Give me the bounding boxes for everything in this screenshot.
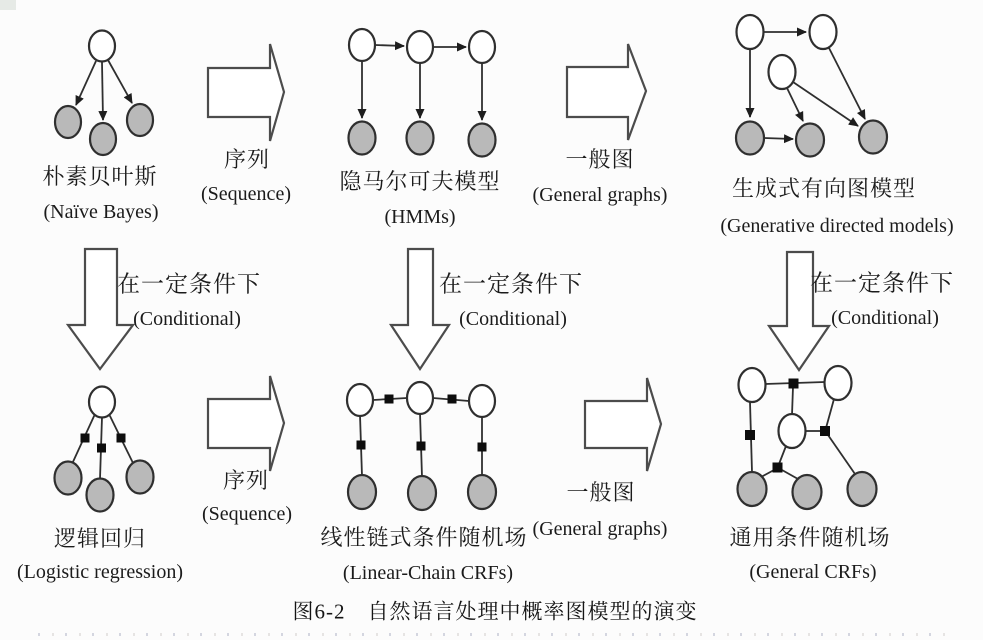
- logistic-regression-graph: [55, 387, 154, 512]
- observed-node: [738, 472, 767, 506]
- edge: [782, 470, 798, 479]
- factor-node: [745, 430, 755, 440]
- hidden-node: [769, 55, 796, 89]
- conditional-arrow-left: [68, 249, 133, 369]
- conditional-middle-label-en: (Conditional): [459, 308, 567, 330]
- edge: [829, 48, 865, 119]
- sequence-arrow-top: [208, 44, 284, 141]
- factor-node: [417, 442, 426, 451]
- general-graphs-arrow-top: [567, 44, 646, 140]
- observed-node: [55, 106, 81, 138]
- hidden-node: [89, 31, 115, 62]
- conditional-arrow-middle: [391, 249, 449, 369]
- generative-directed-label-en: (Generative directed models): [720, 215, 954, 237]
- observed-node: [55, 462, 82, 495]
- linear-chain-crf-label-en: (Linear-Chain CRFs): [342, 562, 514, 584]
- observed-node: [349, 122, 376, 155]
- edge: [76, 61, 96, 105]
- logistic-regression-label-en: (Logistic regression): [16, 561, 184, 583]
- hmm-graph: [349, 29, 496, 157]
- observed-node: [796, 124, 824, 157]
- edge: [779, 446, 786, 464]
- observed-node: [348, 475, 376, 509]
- factor-node: [385, 395, 394, 404]
- factor-node: [773, 463, 783, 473]
- sequence-bottom-label-zh: 序列: [222, 467, 270, 493]
- general-graphs-bottom-label-zh: 一般图: [566, 479, 636, 505]
- factor-node: [478, 443, 487, 452]
- general-crf-label-en: (General CRFs): [749, 561, 877, 583]
- general-graphs-top-label-zh: 一般图: [565, 146, 635, 172]
- hidden-node: [349, 29, 375, 61]
- cutoff-next-line-text: [38, 633, 950, 636]
- factor-node: [820, 426, 830, 436]
- hidden-node: [737, 15, 764, 49]
- logistic-regression-label-zh: 逻辑回归: [53, 525, 147, 551]
- generative-directed-graph: [736, 15, 887, 157]
- factor-node: [117, 434, 126, 443]
- edge: [826, 399, 834, 428]
- sequence-arrow-bottom: [208, 376, 284, 471]
- hidden-node: [825, 366, 852, 400]
- hidden-node: [779, 414, 806, 448]
- edge: [375, 45, 404, 46]
- generative-directed-label-zh: 生成式有向图模型: [731, 175, 917, 201]
- hidden-node: [469, 31, 495, 63]
- factor-node: [357, 441, 366, 450]
- conditional-right-label-en: (Conditional): [831, 307, 939, 329]
- hidden-node: [347, 384, 373, 416]
- observed-node: [469, 124, 496, 157]
- conditional-right-label-zh: 在一定条件下: [810, 270, 954, 296]
- observed-node: [859, 121, 887, 154]
- conditional-left-label-zh: 在一定条件下: [117, 271, 261, 297]
- observed-node: [127, 104, 153, 136]
- naive-bayes-label-zh: 朴素贝叶斯: [42, 163, 158, 189]
- general-crf-graph: [738, 366, 877, 509]
- edge: [828, 435, 855, 474]
- edge: [761, 470, 774, 477]
- block-arrows: [68, 44, 829, 471]
- conditional-middle-label-zh: 在一定条件下: [439, 271, 583, 297]
- general-graphs-top-label-en: (General graphs): [532, 184, 668, 206]
- edge: [764, 138, 793, 139]
- hidden-node: [469, 385, 495, 417]
- observed-node: [408, 476, 436, 510]
- figure-caption: 图6-2 自然语言处理中概率图模型的演变: [292, 599, 698, 624]
- sequence-top-label-zh: 序列: [223, 146, 271, 172]
- edge: [787, 88, 803, 121]
- sequence-top-label-en: (Sequence): [201, 183, 291, 205]
- hidden-node: [739, 368, 766, 402]
- observed-node: [90, 123, 116, 155]
- linear-chain-crf-label-zh: 线性链式条件随机场: [320, 524, 528, 550]
- observed-node: [127, 461, 154, 494]
- edge: [102, 62, 103, 120]
- conditional-left-label-en: (Conditional): [133, 308, 241, 330]
- factor-node: [81, 434, 90, 443]
- edge: [792, 387, 793, 415]
- hidden-node: [89, 387, 115, 418]
- observed-node: [848, 472, 877, 506]
- edge: [108, 60, 132, 103]
- naive-bayes-label-en: (Naïve Bayes): [43, 201, 159, 223]
- hmm-label-en: (HMMs): [384, 206, 456, 228]
- general-crf-label-zh: 通用条件随机场: [729, 524, 891, 550]
- sequence-bottom-label-en: (Sequence): [202, 503, 292, 525]
- general-graphs-arrow-bottom: [585, 378, 661, 471]
- general-graphs-bottom-label-en: (General graphs): [532, 518, 668, 540]
- hidden-node: [407, 382, 433, 414]
- hidden-node: [407, 31, 433, 63]
- observed-node: [87, 479, 114, 512]
- naive-bayes-graph: [55, 31, 153, 156]
- hidden-node: [810, 15, 837, 49]
- observed-node: [407, 122, 434, 155]
- linear-chain-crf-graph: [347, 382, 496, 510]
- factor-node: [789, 379, 799, 389]
- hmm-label-zh: 隐马尔可夫模型: [339, 168, 501, 194]
- factor-node: [97, 444, 106, 453]
- factor-node: [448, 395, 457, 404]
- observed-node: [468, 475, 496, 509]
- observed-node: [793, 475, 822, 509]
- observed-node: [736, 122, 764, 155]
